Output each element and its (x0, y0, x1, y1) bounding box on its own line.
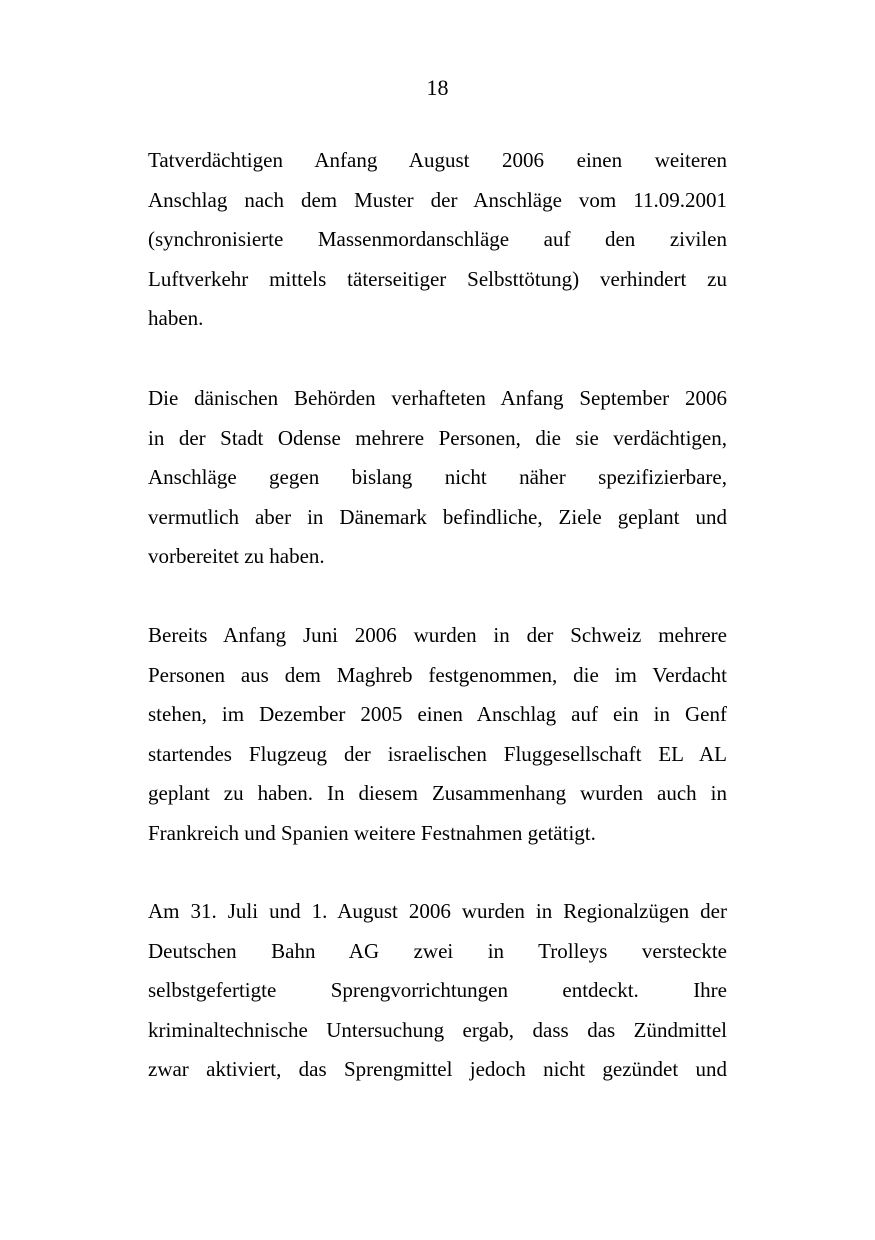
text-line: Personen aus dem Maghreb festgenommen, die im Verdacht (148, 662, 727, 687)
text-line: startendes Flugzeug der israelischen Fluggesellschaft EL AL (148, 741, 727, 766)
text-line: selbstgefertigte Sprengvorrichtungen entdeckt. Ihre (148, 978, 727, 1002)
text-line: in der Stadt Odense mehrere Personen, die sie verdächtigen, (148, 425, 727, 450)
paragraph-4 (148, 892, 727, 1090)
text-line: Deutschen Bahn AG zwei in Trolleys versteckte (148, 938, 727, 963)
page-number: 18 (426, 75, 449, 100)
text-line: Anschläge gegen bislang nicht näher spezifizierbare, (148, 465, 727, 489)
text-line: Am 31. Juli und 1. August 2006 wurden in Regionalzügen der (148, 899, 727, 923)
text-line: stehen, im Dezember 2005 einen Anschlag auf ein in Genf (148, 702, 727, 726)
text-line: kriminaltechnische Untersuchung ergab, dass das Zündmittel (148, 1017, 727, 1042)
text-line: vorbereitet zu haben. (148, 544, 325, 568)
text-line: (synchronisierte Massenmordanschläge auf den zivilen (148, 227, 727, 251)
text-line: Luftverkehr mittels täterseitiger Selbsttötung) verhindert zu (148, 266, 727, 291)
text-line: geplant zu haben. In diesem Zusammenhang wurden auch in (148, 781, 727, 805)
text-line: Tatverdächtigen Anfang August 2006 einen weiteren (148, 148, 727, 172)
paragraph-2 (148, 379, 727, 577)
text-line: Anschlag nach dem Muster der Anschläge vom 11.09.2001 (148, 187, 727, 212)
text-line: Bereits Anfang Juni 2006 wurden in der Schweiz mehrere (148, 623, 727, 647)
paragraph-1 (148, 141, 727, 339)
text-line: Frankreich und Spanien weitere Festnahmen getätigt. (148, 820, 596, 845)
text-line: vermutlich aber in Dänemark befindliche, Ziele geplant und (148, 504, 727, 529)
text-line: haben. (148, 306, 204, 330)
text-line: Die dänischen Behörden verhafteten Anfang September 2006 (148, 386, 727, 410)
text-line: zwar aktiviert, das Sprengmittel jedoch nicht gezündet und (148, 1057, 727, 1081)
paragraph-3 (148, 616, 727, 853)
